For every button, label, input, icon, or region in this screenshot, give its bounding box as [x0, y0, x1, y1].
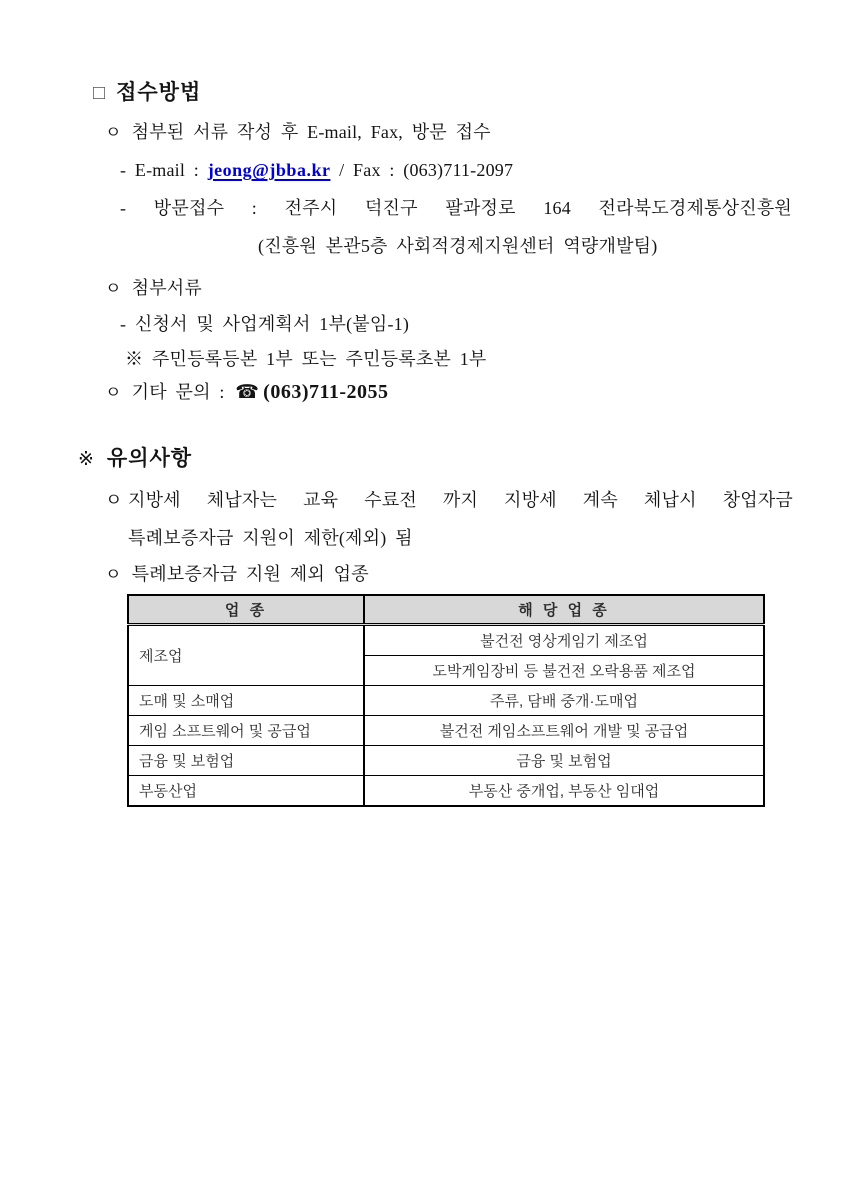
table-header-applicable: 해 당 업 종 [364, 595, 764, 625]
email-label: - E-mail : [120, 160, 208, 180]
table-row [128, 776, 764, 807]
circle-bullet: ㅇ [105, 490, 123, 510]
fax-number: / Fax : (063)711-2097 [330, 160, 514, 180]
line-email-fax [120, 158, 513, 183]
circle-bullet: ㅇ [105, 383, 122, 402]
cell-category: 도매 및 소매업 [128, 686, 364, 716]
cell-category: 금융 및 보험업 [128, 746, 364, 776]
section-title-apply-label: 접수방법 [116, 81, 202, 104]
cell-category: 게임 소프트웨어 및 공급업 [128, 716, 364, 746]
email-link[interactable]: jeong@jbba.kr [207, 160, 331, 180]
reference-mark-icon: ※ [78, 449, 95, 470]
contact-label: 기타 문의 : [131, 382, 234, 402]
table-row [128, 716, 764, 746]
cell-detail: 불건전 영상게임기 제조업 [364, 625, 764, 656]
line-submit-method-text: 첨부된 서류 작성 후 E-mail, Fax, 방문 접수 [131, 122, 491, 142]
cell-category: 부동산업 [128, 776, 364, 807]
section-title-apply [93, 81, 201, 105]
line-contact [105, 380, 389, 405]
table-row [128, 686, 764, 716]
table-row [128, 625, 764, 656]
line-visit-address-cont: (진흥원 본관5층 사회적경제지원센터 역량개발팀) [258, 236, 658, 256]
cell-detail: 금융 및 보험업 [364, 746, 764, 776]
contact-phone-number: (063)711-2055 [263, 381, 389, 403]
table-header-industry: 업 종 [128, 595, 364, 625]
cell-detail: 불건전 게임소프트웨어 개발 및 공급업 [364, 716, 764, 746]
section-title-notice-label: 유의사항 [106, 447, 193, 470]
excluded-industries-table [127, 594, 765, 807]
cell-category: 제조업 [128, 625, 364, 686]
circle-bullet: ㅇ [105, 565, 122, 584]
line-submit-method [105, 120, 491, 145]
cell-detail: 주류, 담배 중개·도매업 [364, 686, 764, 716]
line-application-forms: - 신청서 및 사업계획서 1부(붙임-1) [120, 314, 410, 334]
line-excluded-industries-text: 특례보증자금 지원 제외 업종 [131, 564, 369, 584]
line-excluded-industries [105, 562, 369, 587]
cell-detail: 도박게임장비 등 불건전 오락용품 제조업 [364, 656, 764, 686]
line-tax-warning-2: 특례보증자금 지원이 제한(제외) 됨 [128, 528, 413, 548]
line-attached-docs [105, 276, 202, 301]
telephone-icon: ☎ [235, 382, 260, 403]
line-resident-register-note: ※ 주민등록등본 1부 또는 주민등록초본 1부 [125, 349, 487, 369]
line-attached-docs-text: 첨부서류 [131, 278, 202, 298]
circle-bullet: ㅇ [105, 279, 122, 298]
square-marker-icon: □ [93, 82, 107, 104]
table-header-row [128, 595, 764, 625]
cell-detail: 부동산 중개업, 부동산 임대업 [364, 776, 764, 807]
line-visit-address: - 방문접수 : 전주시 덕진구 팔과정로 164 전라북도경제통상진흥원 [120, 198, 792, 218]
section-title-notice [78, 447, 192, 472]
line-tax-warning-1: 지방세 체납자는 교육 수료전 까지 지방세 계속 체납시 창업자금 [128, 490, 793, 510]
table-row [128, 746, 764, 776]
circle-bullet: ㅇ [105, 123, 122, 142]
